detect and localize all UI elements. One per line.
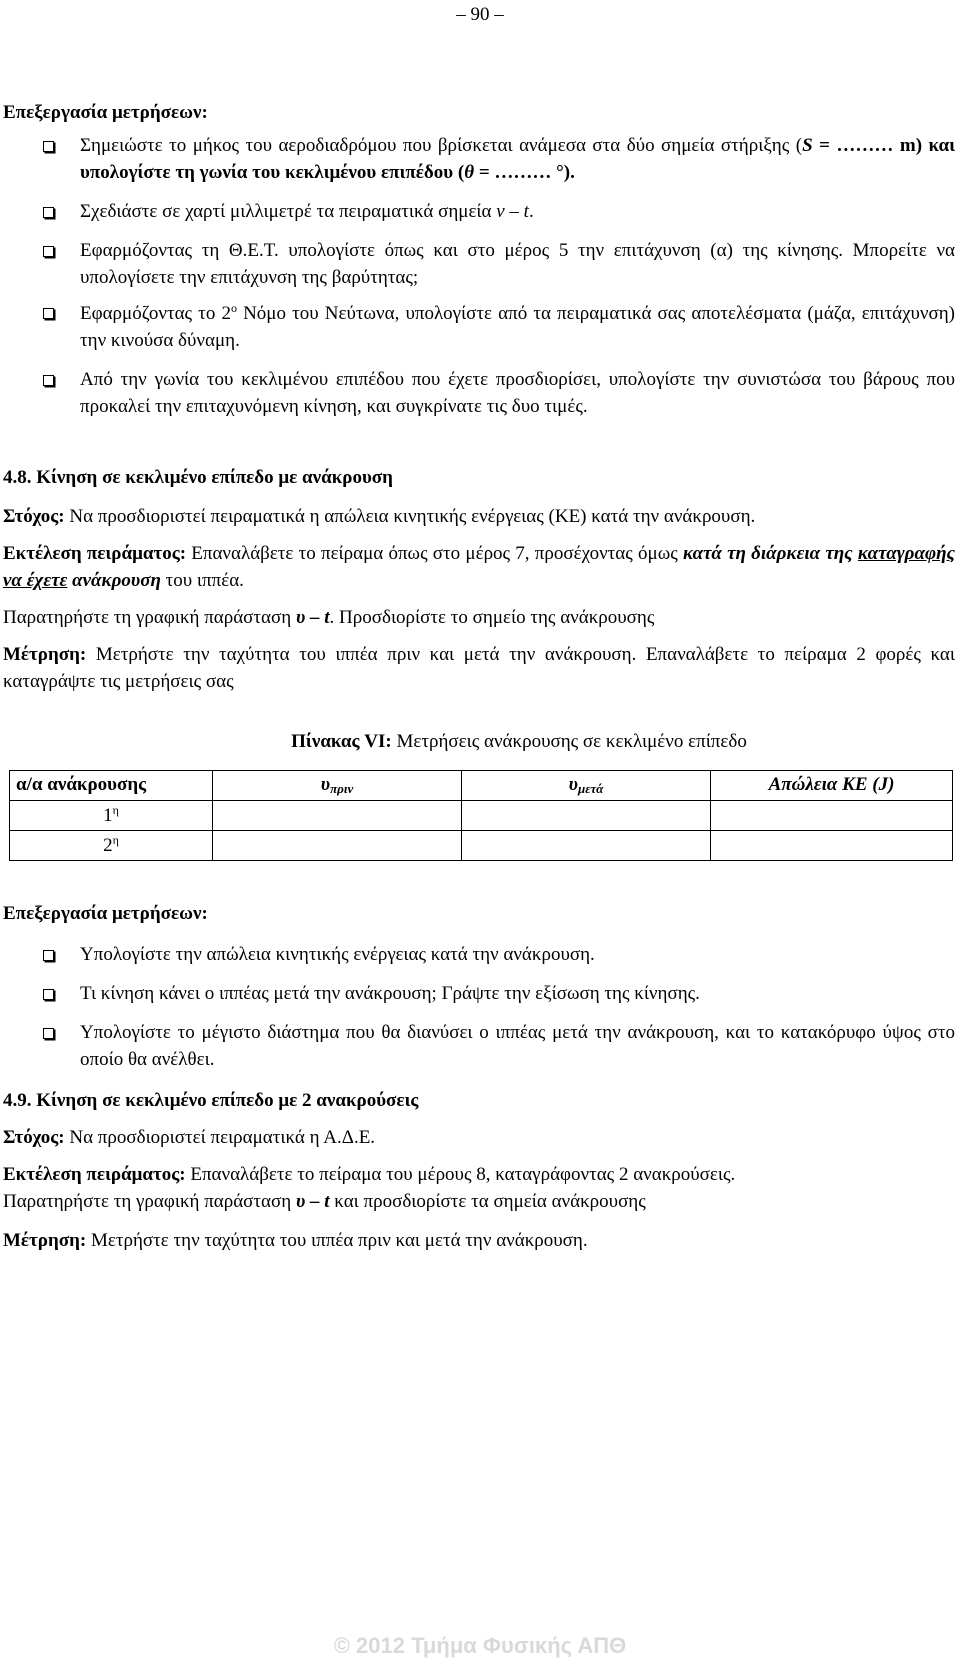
observation-text: Παρατηρήστε τη γραφική παράσταση — [3, 606, 296, 628]
table-cell-empty[interactable] — [213, 801, 462, 831]
symbol-vt: υ – t — [295, 606, 330, 628]
goal-label: Στόχος: — [3, 505, 65, 527]
section-heading-4-9: 4.9. Κίνηση σε κεκλιμένο επίπεδο με 2 ανακρούσεις — [3, 1090, 419, 1112]
measurement-label: Μέτρηση: — [3, 643, 87, 665]
measurement-label: Μέτρηση: — [3, 1230, 87, 1252]
execution-text: Επαναλάβετε το πείραμα του μέρους 8, καταγράφοντας 2 ανακρούσεις. — [185, 1164, 736, 1186]
table-caption — [3, 729, 955, 756]
table-header-cell — [213, 771, 462, 801]
goal-paragraph — [3, 504, 955, 531]
table-row — [10, 801, 953, 831]
page-content — [3, 100, 955, 1255]
checklist-item — [3, 942, 955, 969]
section-heading-processing: Επεξεργασία μετρήσεων: — [3, 102, 208, 123]
row-number: 1 — [103, 804, 113, 826]
checkbox-bullet-icon — [43, 308, 54, 319]
table-cell-index — [10, 801, 213, 831]
checklist-item — [3, 1020, 955, 1074]
table-cell-empty[interactable] — [213, 831, 462, 861]
table-header-cell: α/α ανάκρουσης — [10, 771, 213, 801]
item-text: Εφαρμόζοντας το 2 — [80, 302, 231, 324]
measurement-paragraph — [3, 1228, 955, 1255]
row-number-superscript: η — [112, 802, 119, 817]
table-cell-empty[interactable] — [462, 801, 711, 831]
measurement-paragraph — [3, 642, 955, 696]
execution-emphasis: καταγραφής — [857, 542, 955, 564]
table-cell-index — [10, 831, 213, 861]
checkbox-bullet-icon — [43, 950, 54, 961]
checkbox-bullet-icon — [43, 989, 54, 1000]
header-subscript: πριν — [330, 781, 354, 797]
section-heading-processing-2: Επεξεργασία μετρήσεων: — [3, 903, 208, 925]
execution-emphasis: να έχετε — [3, 569, 68, 591]
execution-text: Επαναλάβετε το πείραμα όπως στο μέρος 7, προσέχοντας όμως — [186, 542, 683, 564]
section-heading-4-8: 4.8. Κίνηση σε κεκλιμένο επίπεδο με ανάκρουση — [3, 466, 393, 488]
row-number-superscript: η — [112, 832, 119, 847]
item-text: Εφαρμόζοντας τη Θ.Ε.Τ. υπολογίστε όπως και στο μέρος 5 την επιτάχυνση (α) της κίνησης. Μπορείτε να υπολογίσετε την επιτάχυνση της βαρύτητας; — [80, 239, 955, 288]
item-text: Υπολογίστε την απώλεια κινητικής ενέργειας κατά την ανάκρουση. — [80, 944, 595, 966]
item-text: = ……… °). — [474, 161, 575, 183]
row-number: 2 — [103, 834, 113, 856]
checklist-item — [3, 367, 955, 421]
table-header-cell — [462, 771, 711, 801]
item-text: Υπολογίστε το μέγιστο διάστημα που θα διανύσει ο ιππέας μετά την ανάκρουση, και το κατακόρυφο ύψος στο οποίο θα ανέλθει. — [80, 1022, 955, 1071]
checkbox-bullet-icon — [43, 1028, 54, 1039]
execution-emphasis: ανάκρουση — [67, 569, 161, 591]
checklist-item — [3, 300, 955, 355]
symbol-vt: v – t — [496, 200, 529, 222]
table-caption-label: Πίνακας VI: — [291, 731, 392, 753]
table-row — [10, 831, 953, 861]
item-text: Σημειώστε το μήκος του αεροδιαδρόμου που βρίσκεται ανάμεσα στα δύο σημεία στήριξης ( — [80, 134, 803, 156]
symbol-theta: θ — [464, 161, 475, 183]
checkbox-bullet-icon — [43, 246, 54, 257]
item-text: . — [528, 200, 534, 222]
table-header-cell: Απώλεια ΚΕ (J) — [711, 771, 953, 801]
execution-paragraph — [3, 541, 955, 595]
observation-text: . Προσδιορίστε το σημείο της ανάκρουσης — [329, 606, 655, 628]
checklist-item — [3, 133, 955, 187]
table-cell-empty[interactable] — [711, 831, 953, 861]
checklist-item — [3, 981, 955, 1008]
execution-label: Εκτέλεση πειράματος: — [3, 542, 187, 564]
table-caption-text: Μετρήσεις ανάκρουσης σε κεκλιμένο επίπεδο — [391, 731, 747, 753]
execution-paragraph — [3, 1162, 955, 1216]
checklist-item — [3, 199, 955, 226]
checkbox-bullet-icon — [43, 141, 54, 152]
table-cell-empty[interactable] — [711, 801, 953, 831]
checkbox-bullet-icon — [43, 375, 54, 386]
header-symbol: υ — [568, 774, 578, 796]
item-text: Τι κίνηση κάνει ο ιππέας μετά την ανάκρουση; Γράψτε την εξίσωση της κίνησης. — [80, 983, 700, 1005]
execution-emphasis: κατά τη διάρκεια της — [682, 542, 858, 564]
goal-text: Να προσδιοριστεί πειραματικά η απώλεια κινητικής ενέργειας (ΚΕ) κατά την ανάκρουση. — [64, 505, 756, 527]
item-text: = ……… m) και υπολογίστε τη γωνία του κεκλιμένου επιπέδου ( — [80, 134, 955, 183]
item-text: Σχεδιάστε σε χαρτί μιλλιμετρέ τα πειραματικά σημεία — [80, 200, 497, 222]
table-cell-empty[interactable] — [462, 831, 711, 861]
item-text: Από την γωνία του κεκλιμένου επιπέδου που έχετε προσδιορίσει, υπολογίστε την συνιστώσα του βάρους που προκαλεί την επιταχυνόμενη κίνηση, και συγκρίνατε τις δυο τιμές. — [80, 368, 955, 417]
execution-label: Εκτέλεση πειράματος: — [3, 1164, 186, 1186]
page-number: – 90 – — [456, 4, 504, 25]
goal-text: Να προσδιοριστεί πειραματικά η Α.Δ.Ε. — [64, 1127, 376, 1149]
header-symbol: υ — [320, 774, 331, 796]
symbol-s: S — [802, 134, 813, 156]
goal-label: Στόχος: — [3, 1127, 65, 1149]
checklist-item — [3, 238, 955, 292]
superscript: ο — [230, 300, 237, 315]
checklist-processing-2 — [3, 942, 955, 1074]
footer-copyright: © 2012 Τμήμα Φυσικής ΑΠΘ — [333, 1633, 627, 1658]
symbol-vt: υ – t — [295, 1191, 330, 1213]
observation-text: Παρατηρήστε τη γραφική παράσταση — [3, 1191, 296, 1213]
measurement-text: Μετρήστε την ταχύτητα του ιππέα πριν και μετά την ανάκρουση. Επαναλάβετε το πείραμα 2 φορές και καταγράψτε τις μετρήσεις σας — [3, 643, 955, 692]
measurement-text: Μετρήστε την ταχύτητα του ιππέα πριν και μετά την ανάκρουση. — [86, 1230, 588, 1252]
item-text: Νόμο του Νεύτωνα, υπολογίστε από τα πειραματικά σας αποτελέσματα (μάζα, επιτάχυνση) την κινούσα δύναμη. — [80, 302, 955, 351]
goal-paragraph — [3, 1125, 955, 1152]
checklist-processing-1 — [3, 133, 955, 421]
observation-paragraph — [3, 605, 955, 632]
checkbox-bullet-icon — [43, 207, 54, 218]
table-header-row — [10, 771, 953, 801]
observation-text: και προσδιορίστε τα σημεία ανάκρουσης — [329, 1191, 646, 1213]
header-subscript: μετά — [577, 781, 604, 797]
execution-text: του ιππέα. — [160, 569, 244, 591]
measurements-table — [9, 770, 953, 861]
